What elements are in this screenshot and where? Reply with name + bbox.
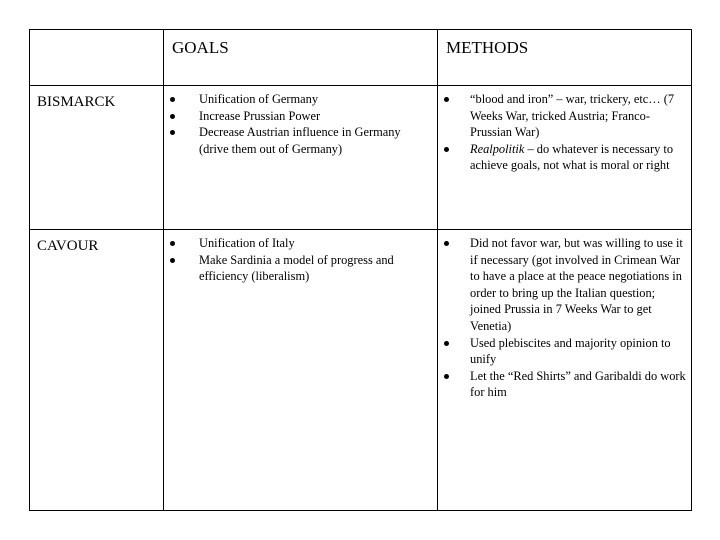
header-empty-cell xyxy=(30,30,164,86)
goals-list xyxy=(164,230,437,285)
method-emphasis: Realpolitik xyxy=(470,141,525,156)
goals-header-cell xyxy=(164,30,438,86)
table-row-bismarck xyxy=(30,86,692,230)
goal-item: Make Sardinia a model of progress and efficiency (liberalism) xyxy=(164,252,433,285)
name-cell xyxy=(30,230,164,511)
name-cell xyxy=(30,86,164,230)
methods-cell xyxy=(438,230,692,511)
goals-list xyxy=(164,86,437,157)
methods-cell xyxy=(438,86,692,230)
goal-item: Decrease Austrian influence in Germany (drive them out of Germany) xyxy=(164,124,433,157)
method-item xyxy=(438,91,687,141)
row-name-bismarck: BISMARCK xyxy=(37,94,116,110)
table-row-cavour xyxy=(30,230,692,511)
goals-cell xyxy=(164,86,438,230)
method-text: – do whatever is necessary to achieve goals, not what is moral or right xyxy=(470,141,674,173)
methods-list xyxy=(438,230,691,401)
goals-cell xyxy=(164,230,438,511)
goals-header: GOALS xyxy=(172,38,229,57)
method-item: Did not favor war, but was willing to use it if necessary (got involved in Crimean War to have a place at the peace negotiations in order to bring up the Italian question; joined Prussia in 7 Weeks War to get Venetia) xyxy=(438,235,687,335)
header-row xyxy=(30,30,692,86)
method-item: Used plebiscites and majority opinion to unify xyxy=(438,335,687,368)
comparison-table xyxy=(29,29,692,511)
method-item: Let the “Red Shirts” and Garibaldi do work for him xyxy=(438,368,687,401)
method-text: “blood and iron” – war, trickery, etc… (7 Weeks War, tricked Austria; Franco-Prussian War) xyxy=(470,92,675,140)
methods-list xyxy=(438,86,691,174)
goal-item: Unification of Germany xyxy=(164,91,433,108)
goal-item: Unification of Italy xyxy=(164,235,433,252)
methods-header-cell xyxy=(438,30,692,86)
method-item xyxy=(438,141,687,174)
goal-item: Increase Prussian Power xyxy=(164,108,433,125)
row-name-cavour: CAVOUR xyxy=(37,238,99,254)
methods-header: METHODS xyxy=(446,38,529,57)
